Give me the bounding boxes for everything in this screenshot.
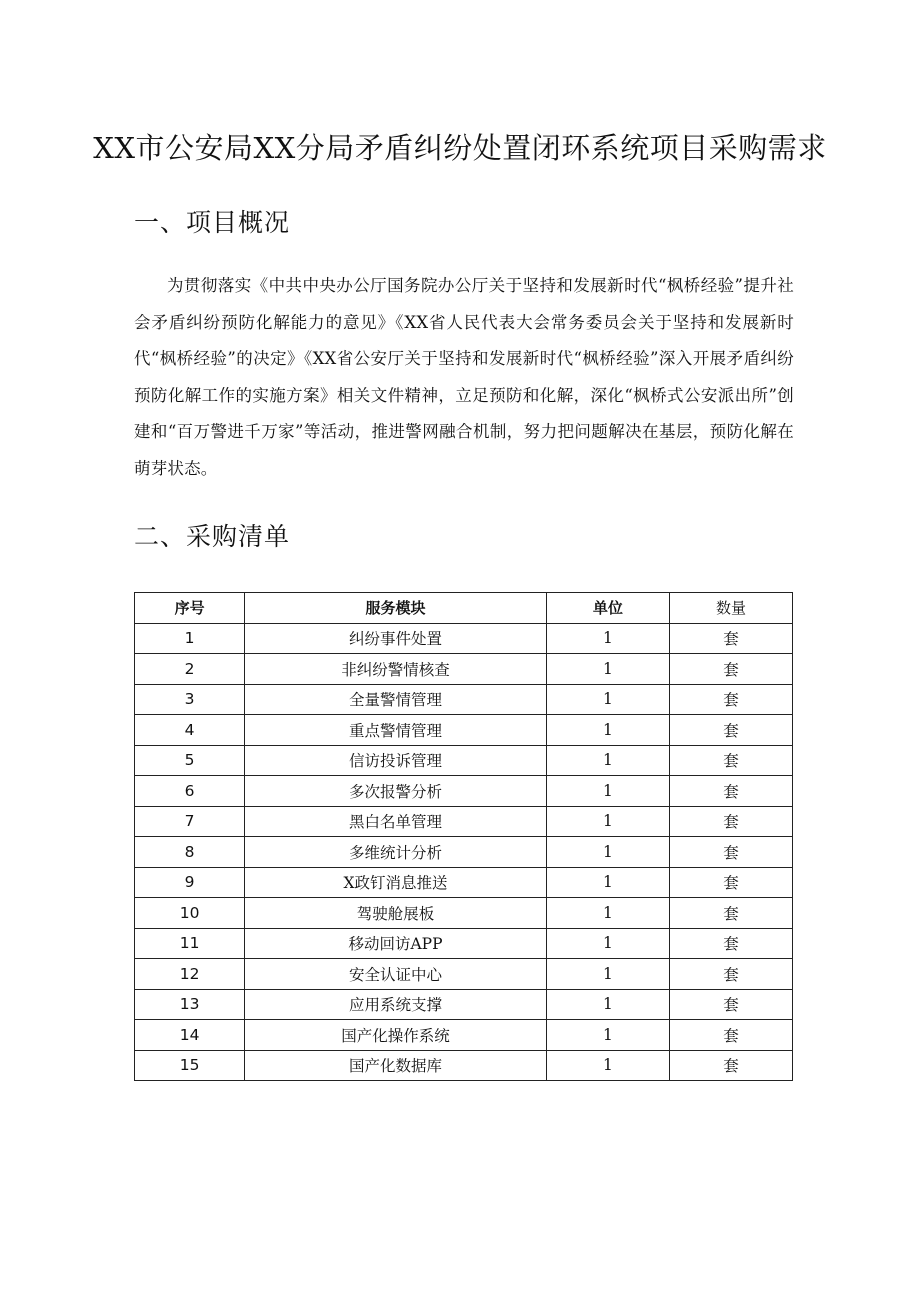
table-row [135,989,793,1020]
table-row [135,898,793,929]
cell-service-module: 国产化数据库 [245,1050,547,1081]
cell-unit: 1 [546,715,669,746]
cell-unit: 1 [546,837,669,868]
cell-unit: 1 [546,623,669,654]
cell-serial-number: 7 [135,806,245,837]
table-row [135,867,793,898]
cell-unit: 1 [546,806,669,837]
table-row [135,806,793,837]
cell-service-module: 国产化操作系统 [245,1020,547,1051]
table-body [135,623,793,1081]
overview-paragraph: 为贯彻落实《中共中央办公厅国务院办公厅关于坚持和发展新时代“枫桥经验”提升社会矛盾纠纷预防化解能力的意见》《XX省人民代表大会常务委员会关于坚持和发展新时代“枫桥经验”的决定》《XX省公安厅关于坚持和发展新时代“枫桥经验”深入开展矛盾纠纷预防化解工作的实施方案》相关文件精神，立足预防和化解，深化“枫桥式公安派出所”创建和“百万警进千万家”等活动，推进警网融合机制，努力把问题解决在基层，预防化解在萌芽状态。 [134,276,794,478]
cell-serial-number: 11 [135,928,245,959]
cell-service-module: 安全认证中心 [245,959,547,990]
table-row [135,837,793,868]
table-row [135,745,793,776]
cell-quantity: 套 [669,989,792,1020]
cell-quantity: 套 [669,1050,792,1081]
cell-quantity: 套 [669,684,792,715]
cell-quantity: 套 [669,776,792,807]
cell-serial-number: 15 [135,1050,245,1081]
cell-serial-number: 1 [135,623,245,654]
cell-unit: 1 [546,989,669,1020]
table-header-row [135,593,793,624]
cell-quantity: 套 [669,867,792,898]
cell-service-module: 重点警情管理 [245,715,547,746]
table-row [135,776,793,807]
procurement-table [134,592,793,1081]
cell-service-module: 全量警情管理 [245,684,547,715]
cell-service-module: 驾驶舱展板 [245,898,547,929]
cell-quantity: 套 [669,654,792,685]
cell-quantity: 套 [669,715,792,746]
cell-unit: 1 [546,654,669,685]
cell-service-module: 非纠纷警情核查 [245,654,547,685]
cell-quantity: 套 [669,623,792,654]
cell-serial-number: 2 [135,654,245,685]
cell-quantity: 套 [669,1020,792,1051]
cell-unit: 1 [546,867,669,898]
cell-quantity: 套 [669,806,792,837]
section-heading-overview: 一、项目概况 [134,208,291,237]
cell-service-module: 纠纷事件处置 [245,623,547,654]
cell-unit: 1 [546,684,669,715]
cell-serial-number: 14 [135,1020,245,1051]
cell-serial-number: 10 [135,898,245,929]
table-row [135,623,793,654]
cell-unit: 1 [546,1050,669,1081]
cell-unit: 1 [546,928,669,959]
cell-quantity: 套 [669,959,792,990]
table-row [135,1020,793,1051]
cell-quantity: 套 [669,928,792,959]
table-row [135,959,793,990]
table-row [135,1050,793,1081]
header-serial-number: 序号 [135,593,245,624]
cell-quantity: 套 [669,837,792,868]
cell-serial-number: 8 [135,837,245,868]
cell-service-module: 应用系统支撑 [245,989,547,1020]
cell-unit: 1 [546,1020,669,1051]
table-row [135,654,793,685]
cell-service-module: 多次报警分析 [245,776,547,807]
cell-serial-number: 3 [135,684,245,715]
cell-serial-number: 13 [135,989,245,1020]
document-title: XX市公安局XX分局矛盾纠纷处置闭环系统项目采购需求 [93,131,827,165]
cell-serial-number: 6 [135,776,245,807]
section-heading-procurement: 二、采购清单 [134,522,291,551]
header-unit: 单位 [546,593,669,624]
cell-service-module: 黑白名单管理 [245,806,547,837]
cell-service-module: 移动回访APP [245,928,547,959]
table-row [135,684,793,715]
cell-serial-number: 12 [135,959,245,990]
cell-service-module: 信访投诉管理 [245,745,547,776]
cell-serial-number: 4 [135,715,245,746]
cell-service-module: X政钉消息推送 [245,867,547,898]
cell-serial-number: 9 [135,867,245,898]
header-service-module: 服务模块 [245,593,547,624]
header-quantity: 数量 [669,593,792,624]
cell-serial-number: 5 [135,745,245,776]
cell-unit: 1 [546,745,669,776]
cell-unit: 1 [546,959,669,990]
cell-unit: 1 [546,776,669,807]
cell-quantity: 套 [669,745,792,776]
cell-unit: 1 [546,898,669,929]
table-row [135,928,793,959]
cell-quantity: 套 [669,898,792,929]
cell-service-module: 多维统计分析 [245,837,547,868]
table-row [135,715,793,746]
